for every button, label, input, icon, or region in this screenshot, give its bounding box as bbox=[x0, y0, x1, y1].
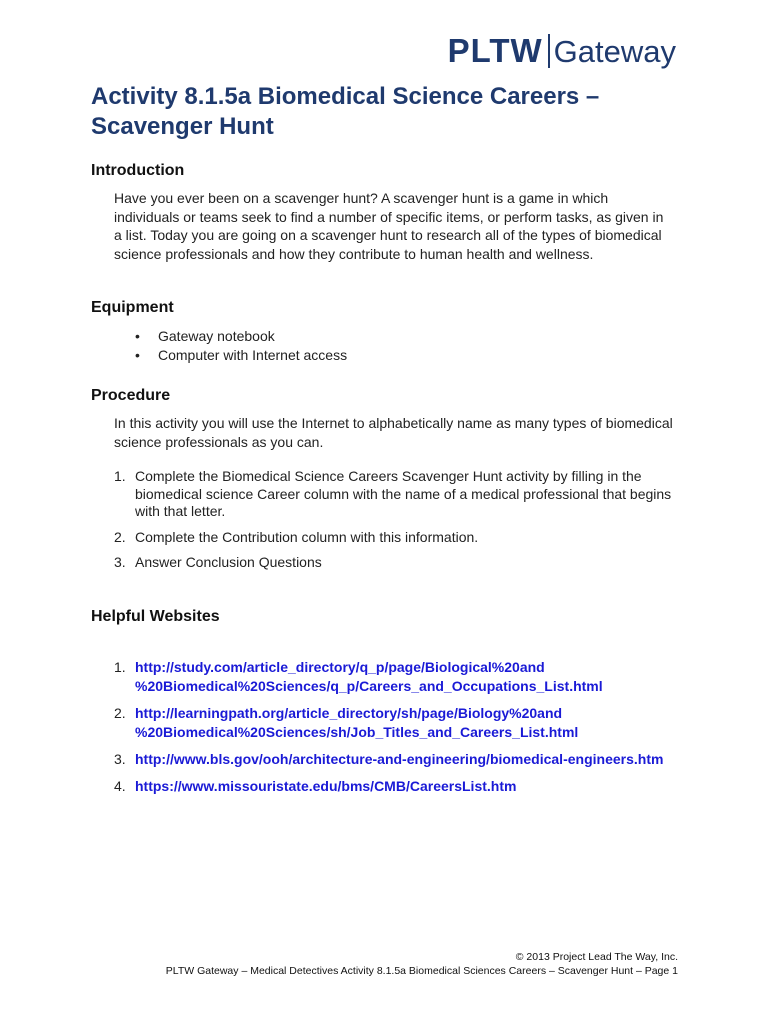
equipment-item-label: Computer with Internet access bbox=[158, 347, 348, 363]
step-text: Complete the Biomedical Science Careers Scavenger Hunt activity by filling in the biomedical science Career column with the name of a medical professional that begins with that letter. bbox=[135, 468, 672, 519]
list-item bbox=[114, 468, 694, 521]
step-text: Complete the Contribution column with this information. bbox=[135, 528, 479, 545]
equipment-item-label: Gateway notebook bbox=[158, 328, 275, 344]
list-item bbox=[114, 704, 694, 742]
list-item bbox=[135, 346, 347, 365]
pltw-gateway-logo bbox=[448, 32, 676, 70]
list-item bbox=[114, 777, 694, 796]
websites-heading: Helpful Websites bbox=[91, 608, 220, 625]
website-link[interactable]: http://learningpath.org/article_directory/sh/page/Biology%20and %20Biomedical%20Sciences/sh/Job_Titles_and_Careers_List.html bbox=[135, 705, 579, 740]
introduction-heading: Introduction bbox=[91, 162, 185, 179]
equipment-list bbox=[135, 327, 347, 365]
procedure-steps bbox=[114, 468, 694, 580]
link-number: 2. bbox=[114, 705, 126, 721]
step-number: 2. bbox=[114, 528, 126, 545]
step-number: 1. bbox=[114, 468, 126, 484]
step-number: 3. bbox=[114, 554, 126, 570]
page-title: Activity 8.1.5a Biomedical Science Careers – Scavenger Hunt bbox=[91, 83, 600, 140]
link-number: 3. bbox=[114, 751, 126, 767]
list-item bbox=[114, 529, 694, 547]
procedure-heading: Procedure bbox=[91, 387, 171, 404]
footer-line: PLTW Gateway – Medical Detectives Activity 8.1.5a Biomedical Sciences Careers – Scavenger Hunt – Page 1 bbox=[165, 965, 678, 977]
procedure-text: In this activity you will use the Internet to alphabetically name as many types of biomedical science professionals as you can. bbox=[114, 415, 673, 450]
websites-list bbox=[114, 658, 694, 804]
page-footer bbox=[166, 950, 678, 978]
website-link[interactable]: http://www.bls.gov/ooh/architecture-and-engineering/biomedical-engineers.htm bbox=[135, 751, 664, 767]
website-link[interactable]: http://study.com/article_directory/q_p/page/Biological%20and %20Biomedical%20Sciences/q_p/Careers_and_Occupations_List.html bbox=[135, 659, 603, 694]
website-link[interactable]: https://www.missouristate.edu/bms/CMB/CareersList.htm bbox=[135, 778, 517, 794]
bullet-icon: • bbox=[135, 347, 140, 363]
logo-sub: Gateway bbox=[553, 34, 676, 69]
bullet-icon: • bbox=[135, 328, 140, 344]
footer-copyright: © 2013 Project Lead The Way, Inc. bbox=[515, 951, 678, 963]
introduction-text: Have you ever been on a scavenger hunt? A scavenger hunt is a game in which individuals or teams seek to find a number of specific items, or perform tasks, as given in a list. Today you are going on a scavenger hunt to research all of the types of biomedical science professionals and how they contribute to human health and wellness. bbox=[114, 190, 664, 262]
list-item bbox=[114, 554, 694, 572]
list-item bbox=[135, 327, 347, 346]
link-number: 4. bbox=[114, 778, 126, 794]
list-item bbox=[114, 750, 694, 769]
equipment-heading: Equipment bbox=[91, 299, 174, 316]
list-item bbox=[114, 658, 694, 696]
logo-brand: PLTW bbox=[447, 32, 543, 69]
link-number: 1. bbox=[114, 659, 126, 675]
logo-divider bbox=[548, 34, 550, 68]
step-text: Answer Conclusion Questions bbox=[135, 554, 322, 570]
